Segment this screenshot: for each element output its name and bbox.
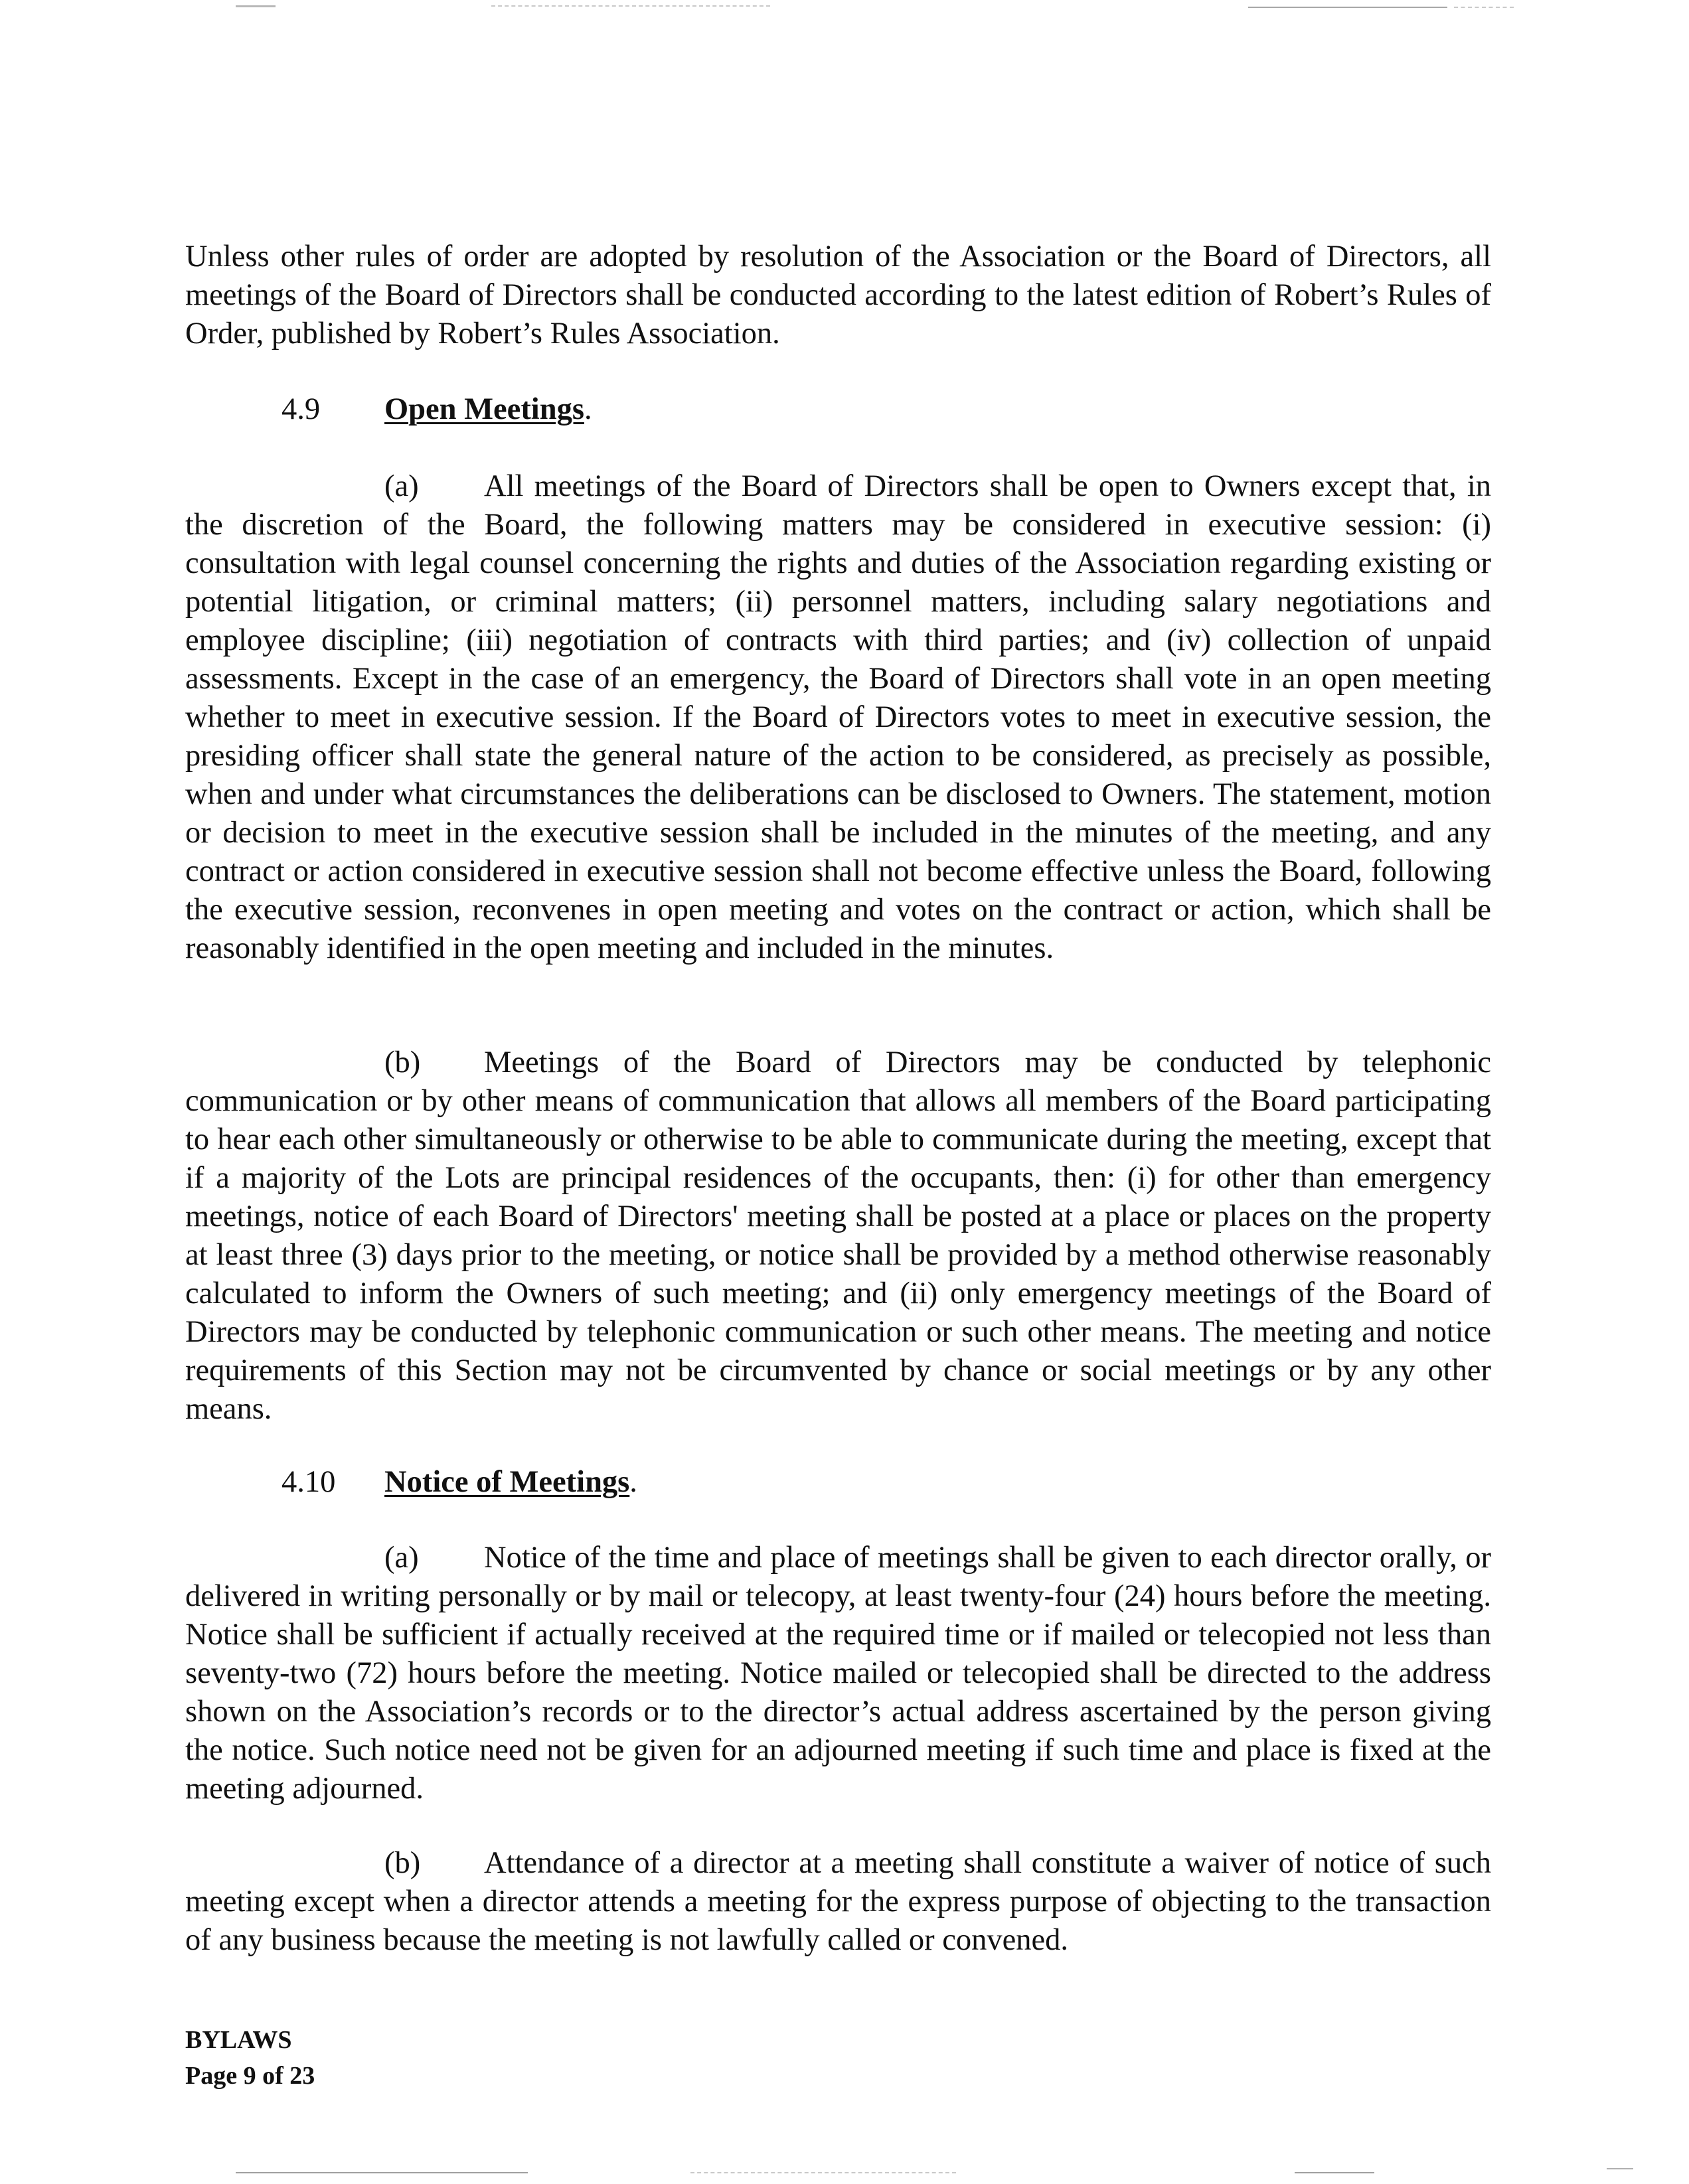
paragraph-text: All meetings of the Board of Directors shall be open to Owners except that, in the discretion of the Board, the following matters may be considered in executive session: (i) consultation with legal counsel concerning the rights and duties of the Association regarding existing or potential litigation, or criminal matters; (ii) personnel matters, including salary negotiations and employee discipline; (iii) negotiation of contracts with third parties; and (iv) collection of unpaid assessments. Except in the case of an emergency, the Board of Directors shall vote in an open meeting whether to meet in executive session. If the Board of Directors votes to meet in executive session, the presiding officer shall state the general nature of the action to be considered, as precisely as possible, when and under what circumstances the deliberations can be disclosed to Owners. The statement, motion or decision to meet in the executive session shall be included in the minutes of the meeting, and any contract or action considered in executive session shall not become effective unless the Board, following the executive session, reconvenes in open meeting and votes on the contract or action, which shall be reasonably identified in the open meeting and included in the minutes. — [185, 469, 1491, 965]
section-title: Open Meetings — [384, 392, 584, 426]
section-4-10-paragraph-b — [185, 1844, 1491, 1960]
scan-artifact-bottom-corner — [1607, 2168, 1633, 2169]
section-4-9-paragraph-b — [185, 1044, 1491, 1429]
paragraph-text: Attendance of a director at a meeting shall constitute a waiver of notice of such meeting except when a director attends a meeting for the express purpose of objecting to the transaction of any business because the meeting is not lawfully called or convened. — [185, 1846, 1491, 1957]
scan-artifact-top-mid — [491, 5, 770, 8]
section-4-9-heading — [282, 390, 592, 429]
section-4-10-heading — [282, 1463, 637, 1502]
scan-artifact-bottom-mid — [690, 2172, 956, 2175]
section-4-9-paragraph-a — [185, 467, 1491, 968]
paragraph-text: Meetings of the Board of Directors may be conducted by telephonic communication or by other means of communication that allows all members of the Board participating to hear each other simultaneously or otherwise to be able to communicate during the meeting, except that if a majority of the Lots are principal residences of the occupants, then: (i) for other than emergency meetings, notice of each Board of Directors' meeting shall be posted at a place or places on the property at least three (3) days prior to the meeting, or notice shall be provided by a method otherwise reasonably calculated to inform the Owners of such meeting; and (ii) only emergency meetings of the Board of Directors may be conducted by telephonic communication or such other means. The meeting and notice requirements of this Section may not be circumvented by chance or social meetings or by any other means. — [185, 1046, 1491, 1426]
paragraph-label: (b) — [384, 1046, 421, 1079]
intro-paragraph: Unless other rules of order are adopted by resolution of the Association or the Board of Directors, all meetings of the Board of Directors shall be conducted according to the latest edition of Robert’s Rules of Order, published by Robert’s Rules Association. — [185, 240, 1491, 351]
paragraph-text: Notice of the time and place of meetings shall be given to each director orally, or delivered in writing personally or by mail or telecopy, at least twenty-four (24) hours before the meeting. Notice shall be sufficient if actually received at the required time or if mailed or telecopied not less than seventy-two (72) hours before the meeting. Notice mailed or telecopied shall be directed to the address shown on the Association’s records or to the director’s actual address ascertained by the person giving the notice. Such notice need not be given for an adjourned meeting if such time and place is fixed at the meeting adjourned. — [185, 1541, 1491, 1806]
scan-artifact-top-right — [1248, 7, 1447, 8]
section-number: 4.10 — [282, 1465, 336, 1499]
scan-artifact-bottom-left — [236, 2172, 528, 2173]
scan-artifact-top-left — [236, 5, 276, 7]
page-footer — [185, 2022, 315, 2094]
section-title-suffix: . — [584, 392, 592, 426]
section-number: 4.9 — [282, 392, 321, 426]
paragraph-label: (b) — [384, 1846, 421, 1880]
paragraph-label: (a) — [384, 469, 419, 503]
paragraph-label: (a) — [384, 1541, 419, 1575]
footer-page-number: Page 9 of 23 — [185, 2062, 315, 2090]
footer-document-name: BYLAWS — [185, 2026, 292, 2054]
section-title: Notice of Meetings — [384, 1465, 630, 1499]
section-4-10-paragraph-a — [185, 1539, 1491, 1808]
section-title-suffix: . — [629, 1465, 637, 1499]
scan-artifact-bottom-right — [1295, 2172, 1374, 2173]
scan-artifact-top-right-dash — [1454, 7, 1514, 9]
